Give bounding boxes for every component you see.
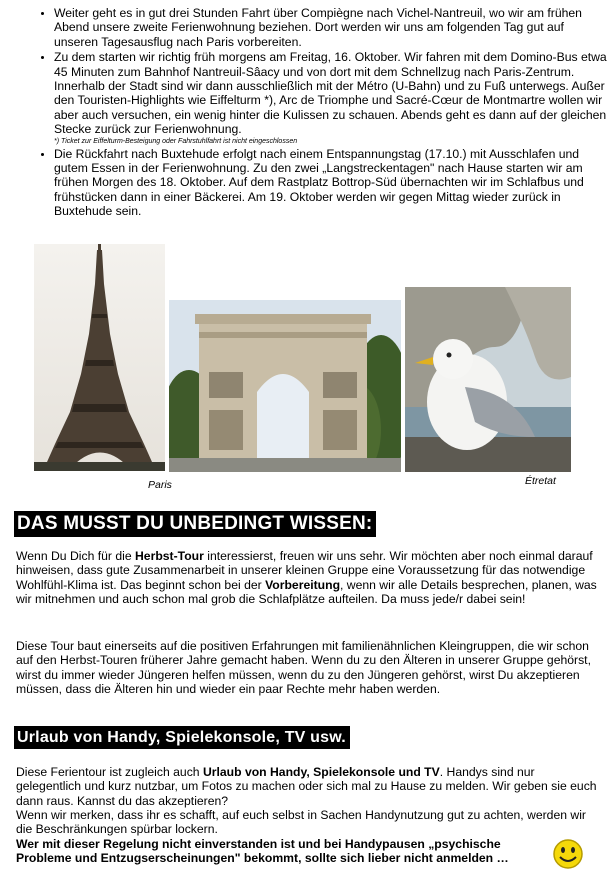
itinerary-item-text: Weiter geht es in gut drei Stunden Fahrt über Compiègne nach Vichel-Nantreuil, wo wir am frühen Abend unsere zweite Ferienwohnung beziehen. Dort werden wir uns am folgenden Tag gut auf unseren Tagesausflug nach Paris vorbereiten.	[54, 6, 582, 49]
itinerary-item	[54, 6, 610, 49]
section-heading-phone: Urlaub von Handy, Spielekonsole, TV usw.	[14, 726, 350, 749]
paragraph-phone: Diese Ferientour ist zugleich auch Urlaub von Handy, Spielekonsole und TV. Handys sind nur gelegentlich und kurz nutzbar, um Fotos zu machen oder sich mal zu Hause zu melden. Wir geben sie euch dann raus. Kannst du das akzeptieren?	[16, 765, 597, 808]
itinerary-item-text: Zu dem starten wir richtig früh morgens am Freitag, 16. Oktober. Wir fahren mit dem Domino-Bus etwa 45 Minuten zum Bahnhof Nantreuil-Sâacy und von dort mit dem Schnellzug nach Paris-Zentrum. Innerhalb der Stadt sind wir dann ausschließlich mit der Métro (U-Bahn) und zu Fuß unterwegs. Außer den Touristen-Highlights wie Eiffelturm *), Arc de Triomphe und Sacré-Cœur de Montmartre wollen wir aber auch versuchen, ein wenig hinter die Kulissen zu schauen. Abends geht es dann auf der gleichen Stecke zurück zur Ferienwohnung.	[54, 50, 607, 137]
itinerary-item	[54, 147, 610, 219]
eiffel-tower-photo	[34, 244, 165, 471]
caption-etretat: Étretat	[525, 475, 556, 487]
paragraph-relax: Wenn wir merken, dass ihr es schafft, auf euch selbst in Sachen Handynutzung gut zu achten, werden wir die Beschränkungen spürbar lockern.	[16, 808, 586, 837]
paragraph-tour: Diese Tour baut einerseits auf die positiven Erfahrungen mit familienähnlichen Kleingruppen, die wir schon auf den Herbst-Touren früherer Jahre gemacht haben. Wenn du zu den Älteren in unserer Gruppe gehörst, wirst du immer wieder Jüngeren helfen müssen, wenn du zu den Jüngeren gehörst, wirst Du akzeptieren müssen, dass die Älteren hin und wieder ein paar Rechte mehr haben werden.	[16, 639, 591, 696]
itinerary-item	[54, 50, 610, 145]
itinerary-list	[34, 6, 610, 220]
paragraph-intro: Wenn Du Dich für die Herbst-Tour interessierst, freuen wir uns sehr. Wir möchten aber noch einmal darauf hinweisen, dass gute Zusammenarbeit in unserer kleinen Gruppe eine Voraussetzung für das notwendige Wohlfühl-Klima ist. Das beginnt schon bei der Vorbereitung, wenn wir alle Details besprechen, planen, was wir mitnehmen und auch schon mal grob die Schlafplätze aufteilen. Da muss jede/r dabei sein!	[16, 549, 597, 606]
footnote: *) Ticket zur Eiffelturm-Besteigung oder Fahrstuhlfahrt ist nicht eingeschlossen	[54, 137, 298, 145]
smiley-icon	[552, 838, 584, 870]
paragraph-warning: Wer mit dieser Regelung nicht einverstanden ist und bei Handypausen „psychische Probleme und Entzugserscheinungen" bekommt, sollte sich lieber nicht anmelden …	[16, 837, 509, 866]
arc-de-triomphe-photo	[169, 300, 401, 472]
itinerary-item-text: Die Rückfahrt nach Buxtehude erfolgt nach einem Entspannungstag (17.10.) mit Ausschlafen und gutem Essen in der Ferienwohnung. Zu den zwei „Langstreckentagen" nach Hause starten wir am frühen Morgen des 18. Oktober. Auf dem Rastplatz Bottrop-Süd übernachten wir im Schlafbus und frühstücken dann in einer Bäckerei. Am 19. Oktober werden wir gegen Mittag wieder zurück in Buxtehude sein.	[54, 146, 584, 219]
section-heading-must-know: DAS MUSST DU UNBEDINGT WISSEN:	[14, 511, 376, 537]
caption-paris: Paris	[148, 479, 172, 491]
etretat-seagull-photo	[405, 287, 571, 472]
